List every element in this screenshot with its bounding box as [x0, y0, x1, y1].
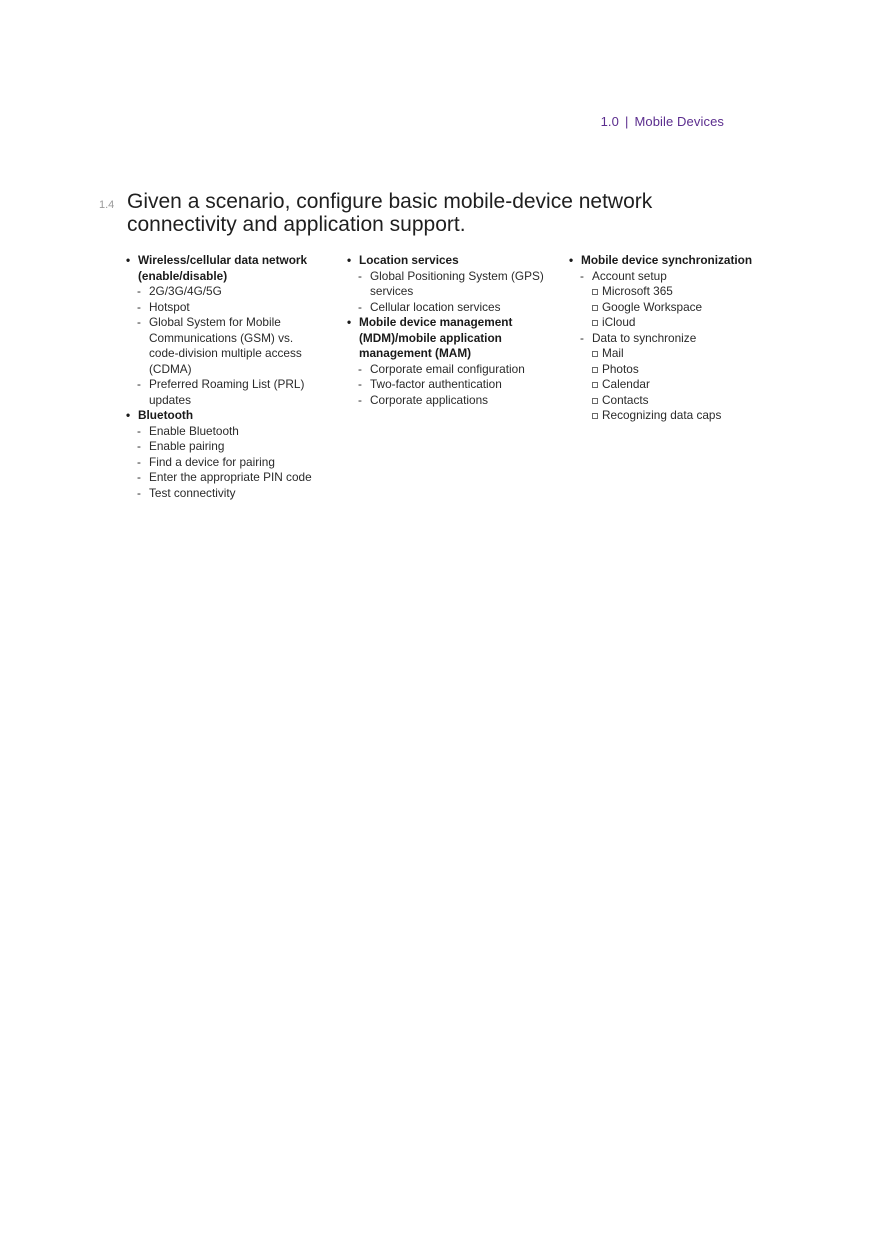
- bullet-marker: •: [347, 253, 352, 267]
- chapter-number: 1.0: [600, 114, 619, 129]
- detail-text: Photos: [602, 361, 639, 376]
- subtopic-text: services: [370, 284, 414, 298]
- dash-marker: -: [137, 299, 141, 314]
- subtopic-item: [126, 470, 336, 486]
- dash-marker: -: [358, 299, 362, 314]
- column-2: [347, 253, 562, 408]
- objective-section: [99, 190, 779, 236]
- detail-text: Mail: [602, 346, 624, 360]
- subtopic-item: [126, 455, 336, 471]
- subtopic-text: Find a device for pairing: [149, 454, 275, 469]
- subtopic-item: [126, 439, 336, 455]
- bullet-marker: •: [126, 408, 131, 422]
- subtopic-text: Cellular location services: [370, 299, 501, 314]
- topic-heading: [569, 253, 784, 269]
- topic-group: [569, 253, 784, 424]
- topic-heading: [347, 253, 562, 269]
- subtopic-text: code-division multiple access: [149, 346, 302, 360]
- topic-heading-text: Wireless/cellular data network: [138, 253, 308, 267]
- dash-marker: -: [137, 485, 141, 500]
- subtopic-text: Communications (GSM) vs.: [149, 330, 294, 345]
- topic-heading-text: Location services: [359, 253, 459, 267]
- dash-marker: -: [358, 392, 362, 407]
- topic-heading: [347, 315, 562, 362]
- subtopic-item: [569, 269, 784, 285]
- topic-heading-text: (enable/disable): [138, 268, 228, 283]
- subtopic-text: updates: [149, 392, 191, 407]
- topic-group: [126, 408, 336, 501]
- column-1: [126, 253, 336, 501]
- header-separator: |: [624, 114, 629, 129]
- objective-title-line-2: connectivity and application support.: [127, 213, 466, 236]
- detail-item: [569, 377, 784, 393]
- subtopic-text: Account setup: [592, 268, 667, 283]
- subtopic-text: Test connectivity: [149, 485, 236, 500]
- subtopic-item: [347, 377, 562, 393]
- detail-item: [569, 284, 784, 300]
- objective-title-line-1: Given a scenario, configure basic mobile-device network: [127, 190, 653, 213]
- square-bullet-icon: [592, 305, 598, 311]
- objective-number: 1.4: [99, 199, 115, 211]
- square-bullet-icon: [592, 398, 598, 404]
- square-bullet-icon: [592, 351, 598, 357]
- subtopic-text: Enter the appropriate PIN code: [149, 470, 312, 484]
- square-bullet-icon: [592, 367, 598, 373]
- subtopic-item: [126, 284, 336, 300]
- detail-text: iCloud: [602, 315, 636, 329]
- subtopic-item: [126, 486, 336, 502]
- topic-group: [347, 315, 562, 408]
- dash-marker: -: [580, 330, 584, 345]
- subtopic-item: [347, 393, 562, 409]
- column-3: [569, 253, 784, 424]
- detail-item: [569, 362, 784, 378]
- dash-marker: -: [358, 361, 362, 376]
- dash-marker: -: [137, 423, 141, 438]
- dash-marker: -: [137, 284, 141, 298]
- subtopic-text: Preferred Roaming List (PRL): [149, 377, 305, 391]
- subtopic-text: Global System for Mobile: [149, 315, 281, 329]
- square-bullet-icon: [592, 382, 598, 388]
- detail-item: [569, 315, 784, 331]
- subtopic-text: 2G/3G/4G/5G: [149, 284, 222, 298]
- dash-marker: -: [137, 439, 141, 453]
- subtopic-item: [126, 424, 336, 440]
- subtopic-text: Global Positioning System (GPS): [370, 268, 544, 283]
- topic-heading: [126, 408, 336, 424]
- detail-item: [569, 393, 784, 409]
- subtopic-text: Two-factor authentication: [370, 377, 502, 391]
- subtopic-item: [126, 377, 336, 408]
- subtopic-text: (CDMA): [149, 361, 192, 376]
- square-bullet-icon: [592, 320, 598, 326]
- subtopic-text: Enable Bluetooth: [149, 423, 239, 438]
- topic-heading-text: management (MAM): [359, 346, 472, 360]
- topic-group: [347, 253, 562, 315]
- topic-heading: [126, 253, 336, 284]
- subtopic-text: Hotspot: [149, 299, 190, 314]
- subtopic-text: Corporate applications: [370, 392, 489, 407]
- subtopic-text: Corporate email configuration: [370, 361, 525, 376]
- topic-heading-text: Bluetooth: [138, 408, 194, 422]
- dash-marker: -: [358, 377, 362, 391]
- topic-heading-text: Mobile device synchronization: [581, 253, 753, 267]
- detail-item: [569, 346, 784, 362]
- subtopic-item: [569, 331, 784, 347]
- dash-marker: -: [137, 470, 141, 484]
- subtopic-item: [126, 315, 336, 377]
- page-header: [601, 114, 724, 129]
- subtopic-item: [126, 300, 336, 316]
- dash-marker: -: [137, 454, 141, 469]
- dash-marker: -: [358, 268, 362, 283]
- detail-text: Google Workspace: [602, 299, 703, 314]
- subtopic-text: Data to synchronize: [592, 330, 697, 345]
- topic-heading-text: (MDM)/mobile application: [359, 330, 502, 345]
- detail-text: Contacts: [602, 392, 649, 407]
- subtopic-text: Enable pairing: [149, 439, 225, 453]
- detail-text: Microsoft 365: [602, 284, 673, 298]
- bullet-marker: •: [569, 253, 574, 267]
- detail-text: Recognizing data caps: [602, 408, 722, 422]
- detail-text: Calendar: [602, 377, 650, 391]
- topic-group: [126, 253, 336, 408]
- bullet-marker: •: [347, 315, 352, 329]
- square-bullet-icon: [592, 289, 598, 295]
- objective-title: [127, 190, 779, 236]
- dash-marker: -: [137, 377, 141, 391]
- subtopic-item: [347, 300, 562, 316]
- bullet-marker: •: [126, 253, 131, 267]
- detail-item: [569, 300, 784, 316]
- detail-item: [569, 408, 784, 424]
- chapter-title: Mobile Devices: [634, 114, 724, 129]
- subtopic-item: [347, 362, 562, 378]
- topic-heading-text: Mobile device management: [359, 315, 513, 329]
- square-bullet-icon: [592, 413, 598, 419]
- dash-marker: -: [137, 315, 141, 329]
- dash-marker: -: [580, 268, 584, 283]
- subtopic-item: [347, 269, 562, 300]
